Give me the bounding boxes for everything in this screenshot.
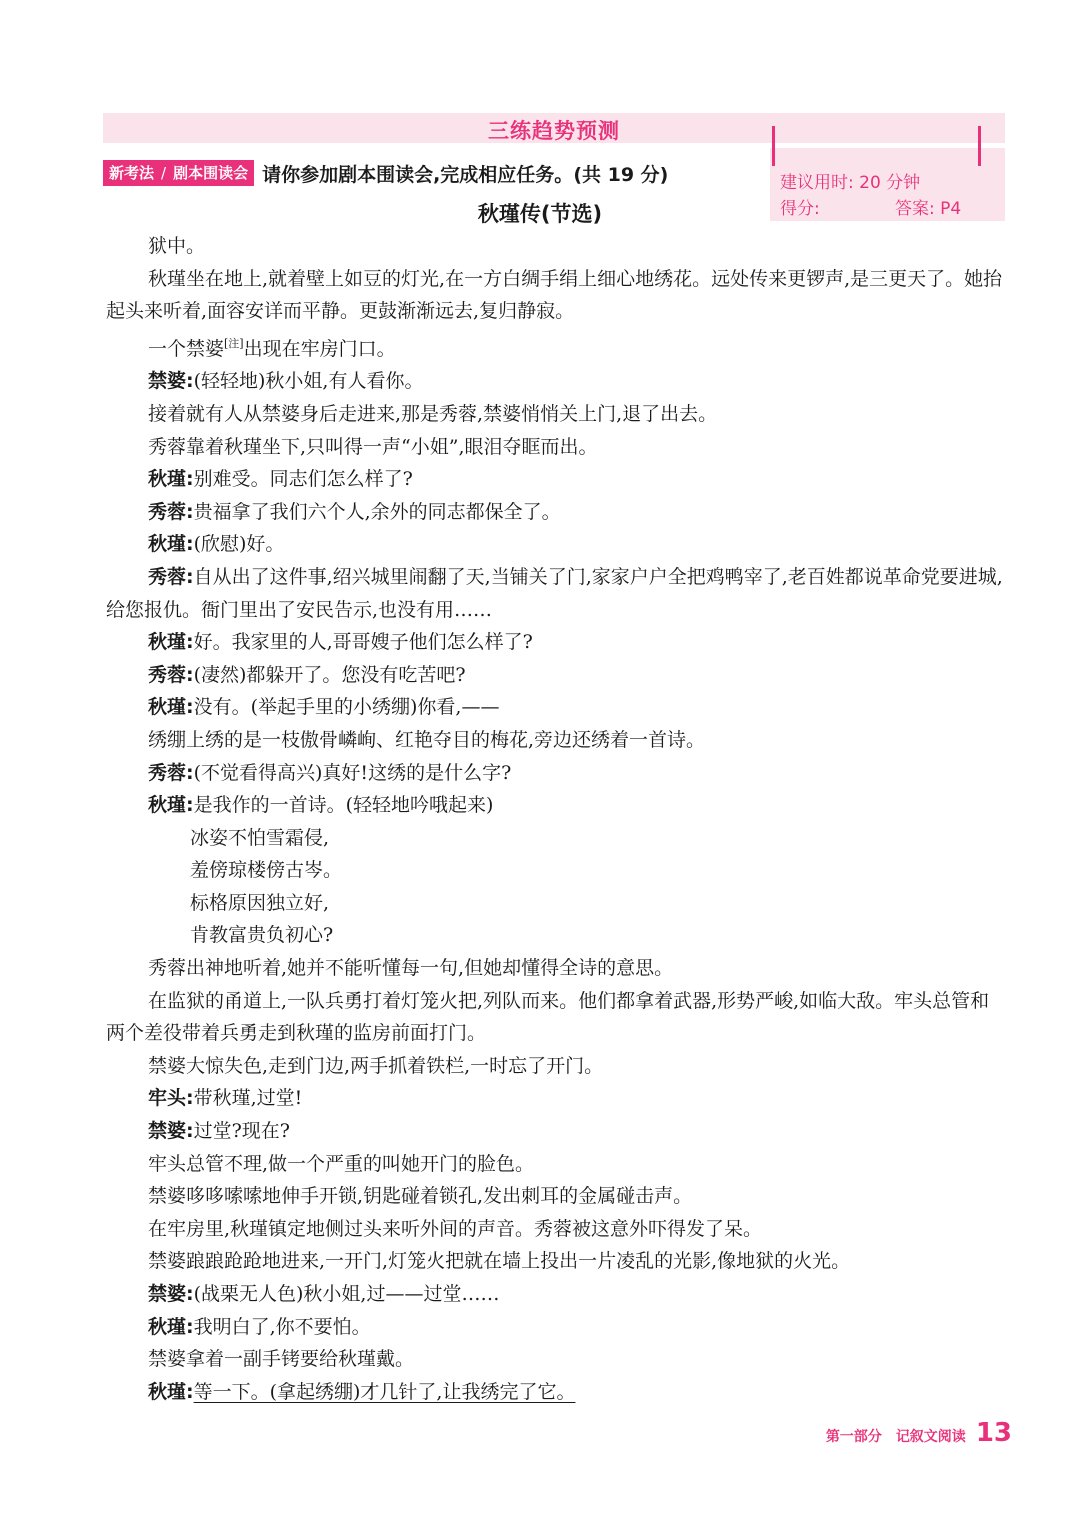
- speaker-name: 秋瑾:: [148, 1380, 194, 1403]
- line-text: 禁婆哆哆嗦嗦地伸手开锁,钥匙碰着锁孔,发出刺耳的金属碰击声。: [148, 1185, 693, 1208]
- page-number: 13: [975, 1418, 1012, 1448]
- tag-divider: /: [160, 160, 167, 186]
- stage-direction: [106, 1343, 1006, 1376]
- dialogue-line: [106, 757, 1006, 790]
- speaker-name: 牢头:: [148, 1087, 194, 1110]
- stage-direction: [106, 985, 1006, 1050]
- speaker-name: 秋瑾:: [148, 1315, 194, 1338]
- line-text: 过堂?现在?: [193, 1120, 290, 1143]
- dialogue-line: [106, 365, 1006, 398]
- line-text: 接着就有人从禁婆身后走进来,那是秀蓉,禁婆悄悄关上门,退了出去。: [148, 402, 718, 425]
- poem-line: [106, 919, 1006, 952]
- dialogue-line: [106, 1311, 1006, 1344]
- stage-direction: [106, 230, 1006, 263]
- dialogue-line: [106, 659, 1006, 692]
- speaker-name: 秀蓉:: [148, 565, 194, 588]
- line-text: 别难受。同志们怎么样了?: [193, 468, 413, 491]
- line-text: 我明白了,你不要怕。: [193, 1315, 371, 1338]
- dialogue-line: [106, 789, 1006, 822]
- poem-line: [106, 887, 1006, 920]
- stage-direction: [106, 1148, 1006, 1181]
- line-text: 好。我家里的人,哥哥嫂子他们怎么样了?: [193, 631, 533, 654]
- line-text: 羞傍琼楼傍古岑。: [190, 859, 343, 882]
- line-text: 狱中。: [148, 235, 206, 257]
- dialogue-line: [106, 1376, 1006, 1409]
- new-method-tag: 新考法: [103, 160, 160, 186]
- stage-direction: [106, 263, 1006, 328]
- answer-ref: 答案: P4: [895, 199, 962, 219]
- line-text: (不觉看得高兴)真好!这绣的是什么字?: [193, 761, 512, 784]
- task-row: [103, 158, 668, 188]
- line-text: 禁婆踉踉跄跄地进来,一开门,灯笼火把就在墙上投出一片凌乱的光影,像地狱的火光。: [148, 1250, 851, 1273]
- speaker-name: 秋瑾:: [148, 533, 194, 556]
- line-text: 贵福拿了我们六个人,余外的同志都保全了。: [193, 500, 561, 523]
- speaker-name: 秋瑾:: [148, 696, 194, 719]
- speaker-name: 秋瑾:: [148, 468, 194, 491]
- stage-direction: [106, 328, 1006, 366]
- line-text: 禁婆拿着一副手铐要给秋瑾戴。: [148, 1348, 415, 1371]
- line-text: (凄然)都躲开了。您没有吃苦吧?: [193, 663, 466, 686]
- speaker-name: 禁婆:: [148, 1120, 194, 1143]
- dialogue-line: [106, 691, 1006, 724]
- poem-line: [106, 854, 1006, 887]
- dialogue-line: [106, 528, 1006, 561]
- dialogue-line: [106, 626, 1006, 659]
- poem-line: [106, 822, 1006, 855]
- script-reading-tag: 剧本围读会: [167, 160, 254, 186]
- line-text: 标格原因独立好,: [190, 891, 330, 914]
- stage-direction: [106, 1213, 1006, 1246]
- line-text: (战栗无人色)秋小姐,过——过堂……: [193, 1283, 500, 1305]
- line-text: 肯教富贵负初心?: [190, 924, 334, 947]
- stage-direction: [106, 431, 1006, 464]
- dialogue-line: [106, 1115, 1006, 1148]
- line-text: 牢头总管不理,做一个严重的叫她开门的脸色。: [148, 1152, 535, 1175]
- line-text: 等一下。(拿起绣绷)才几针了,让我绣完了它。: [193, 1380, 576, 1403]
- dialogue-line: [106, 463, 1006, 496]
- stage-direction: [106, 724, 1006, 757]
- line-text: (欣慰)好。: [193, 533, 285, 556]
- line-text: 出现在牢房门口。: [243, 337, 396, 360]
- page-footer: [826, 1418, 1012, 1448]
- binder-bar-right: [978, 126, 981, 166]
- binder-bar-left: [772, 126, 775, 166]
- footnote-marker: [注]: [224, 336, 244, 350]
- dialogue-line: [106, 1278, 1006, 1311]
- script-body: [106, 230, 1006, 1408]
- line-text: 带秋瑾,过堂!: [193, 1087, 303, 1110]
- dialogue-line: [106, 1082, 1006, 1115]
- stage-direction: [106, 398, 1006, 431]
- speaker-name: 秋瑾:: [148, 631, 194, 654]
- section-banner: [103, 113, 1005, 143]
- score-label: 得分:: [780, 199, 820, 219]
- line-text: 是我作的一首诗。(轻轻地吟哦起来): [193, 794, 494, 817]
- line-text: 没有。(举起手里的小绣绷)你看,——: [193, 696, 500, 719]
- line-text: 自从出了这件事,绍兴城里闹翻了天,当铺关了门,家家户户全把鸡鸭宰了,老百姓都说革命党要进城,给您报仇。衙门里出了安民告示,也没有用……: [106, 565, 1003, 621]
- suggested-time: 建议用时: 20 分钟: [780, 173, 921, 193]
- line-text: (轻轻地)秋小姐,有人看你。: [193, 370, 424, 393]
- speaker-name: 秀蓉:: [148, 663, 194, 686]
- dialogue-line: [106, 496, 1006, 529]
- line-text: 一个禁婆: [148, 337, 225, 360]
- section-title: 三练趋势预测: [488, 119, 620, 143]
- speaker-name: 禁婆:: [148, 1283, 194, 1305]
- footer-part: 第一部分: [825, 1429, 882, 1445]
- line-text: 禁婆大惊失色,走到门边,两手抓着铁栏,一时忘了开门。: [148, 1054, 604, 1077]
- speaker-name: 秋瑾:: [148, 794, 194, 817]
- line-text: 秀蓉靠着秋瑾坐下,只叫得一声“小姐”,眼泪夺眶而出。: [148, 435, 598, 458]
- speaker-name: 秀蓉:: [148, 761, 194, 784]
- line-text: 冰姿不怕雪霜侵,: [190, 826, 330, 849]
- line-text: 在监狱的甬道上,一队兵勇打着灯笼火把,列队而来。他们都拿着武器,形势严峻,如临大敌。牢头总管和两个差役带着兵勇走到秋瑾的监房前面打门。: [106, 989, 990, 1045]
- stage-direction: [106, 1245, 1006, 1278]
- play-title: 秋瑾传(节选): [477, 202, 603, 226]
- stage-direction: [106, 1050, 1006, 1083]
- speaker-name: 禁婆:: [148, 370, 194, 393]
- speaker-name: 秀蓉:: [148, 500, 194, 523]
- line-text: 秋瑾坐在地上,就着壁上如豆的灯光,在一方白绸手绢上细心地绣花。远处传来更锣声,是三更天了。她抬起头来听着,面容安详而平静。更鼓渐渐远去,复归静寂。: [106, 267, 1003, 323]
- footer-section: 记叙文阅读: [895, 1429, 966, 1445]
- dialogue-line: [106, 561, 1006, 626]
- line-text: 绣绷上绣的是一枝傲骨嶙峋、红艳夺目的梅花,旁边还绣着一首诗。: [148, 728, 706, 751]
- line-text: 秀蓉出神地听着,她并不能听懂每一句,但她却懂得全诗的意思。: [148, 957, 674, 980]
- stage-direction: [106, 952, 1006, 985]
- line-text: 在牢房里,秋瑾镇定地侧过头来听外间的声音。秀蓉被这意外吓得发了呆。: [148, 1217, 763, 1240]
- task-instruction: 请你参加剧本围读会,完成相应任务。(共 19 分): [262, 163, 669, 186]
- stage-direction: [106, 1180, 1006, 1213]
